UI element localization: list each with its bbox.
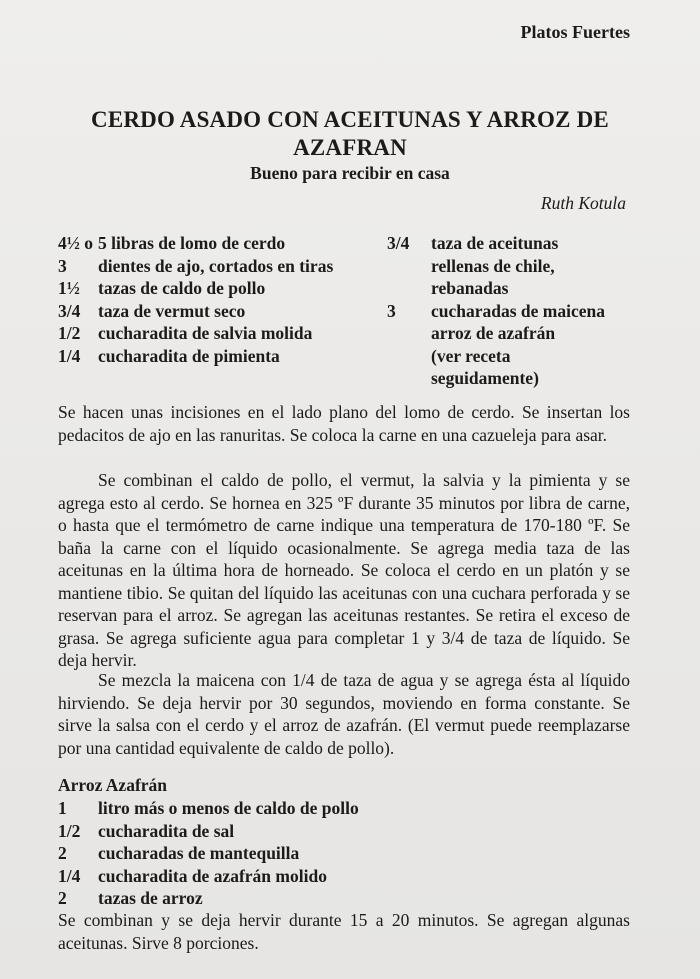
ingredient-qty: 1/2 [58,820,81,841]
ingredient-text-continued: (ver receta [431,345,511,366]
ingredient-item [58,345,388,368]
ingredient-item [387,232,627,255]
section-header: Platos Fuertes [520,22,630,42]
subrecipe-title: Arroz Azafrán [58,775,168,795]
ingredient-qty: 4½ o [58,233,93,253]
ingredient-item [58,887,558,910]
ingredient-item [58,797,558,820]
instruction-paragraph: Se combinan el caldo de pollo, el vermut, la salvia y la pimienta y se agrega esto al cerdo. Se hornea en 325 ºF durante 35 minutos por libra de carne, o hasta que el termómetro de carne indique una temperatura de 170-180 ºF. Se baña la carne con el líquido ocasionalmente. Se agrega media taza de las aceitunas en la última hora de horneado. Se coloca el cerdo en un platón y se mantiene tibio. Se quitan del líquido las aceitunas con una cuchara perforada y se reservan para el arroz. Se agregan las aceitunas restantes. Se retira el exceso de grasa. Se agrega suficiente agua para completar 1 y 3/4 de taza de líquido. Se deja hervir. [58,470,630,670]
ingredient-text-continued: seguidamente) [431,368,539,388]
instruction-paragraph: Se mezcla la maicena con 1/4 de taza de agua y se agrega ésta al líquido hirviendo. Se deja hervir por 30 segundos, moviendo en forma constante. Se sirve la salsa con el cerdo y el arroz de azafrán. (El vermut puede reemplazarse por una cantidad equivalente de caldo de pollo). [58,670,630,758]
recipe-author: Ruth Kotula [540,193,626,213]
ingredient-item [58,277,388,300]
ingredient-list-right [387,232,627,390]
ingredient-qty: 2 [58,843,67,863]
ingredient-text: cucharadita de azafrán molido [98,865,327,886]
instruction-paragraph: Se hacen unas incisiones en el lado plano del lomo de cerdo. Se insertan los pedacitos de ajo en las ranuritas. Se coloca la carne en una cazueleja para asar. [58,402,630,445]
ingredient-text-continued: arroz de azafrán [431,323,556,343]
ingredient-text-continued: rebanadas [431,278,509,298]
ingredient-item [58,255,388,278]
ingredient-item [58,820,558,843]
ingredient-qty: 1/2 [58,323,81,343]
ingredient-qty: 3/4 [387,233,410,253]
ingredient-text: cucharadas de maicena [431,300,606,321]
ingredient-qty: 2 [58,888,67,908]
ingredient-text: tazas de arroz [98,888,203,908]
ingredient-item [58,865,558,888]
ingredient-item [58,322,388,345]
subrecipe-ingredient-list [58,797,558,910]
ingredient-text: cucharadas de mantequilla [98,843,300,863]
ingredient-text: 5 libras de lomo de cerdo [98,233,286,253]
ingredient-text: tazas de caldo de pollo [98,278,266,298]
ingredient-text: taza de vermut seco [98,300,246,321]
ingredient-text: dientes de ajo, cortados en tiras [98,255,334,276]
ingredient-text: cucharadita de pimienta [98,345,280,366]
ingredient-qty: 3 [58,255,67,276]
subrecipe-instructions: Se combinan y se deja hervir durante 15 a 20 minutos. Se agregan algunas aceitunas. Sirve 8 porciones. [58,910,630,953]
recipe-title: CERDO ASADO CON ACEITUNAS Y ARROZ DE AZAFRAN [91,107,609,160]
ingredient-item [387,300,627,323]
ingredient-text: cucharadita de sal [98,820,235,841]
ingredient-item [58,300,388,323]
ingredient-text: cucharadita de salvia molida [98,323,313,343]
ingredient-qty: 3 [387,300,396,321]
ingredient-qty: 3/4 [58,300,81,321]
ingredient-text: taza de aceitunas [431,233,559,253]
ingredient-qty: 1½ [58,278,80,298]
ingredient-text-continued: rellenas de chile, [431,255,555,276]
ingredient-qty: 1 [58,798,67,818]
ingredient-qty: 1/4 [58,865,81,886]
ingredient-list-left [58,232,388,367]
ingredient-text: litro más o menos de caldo de pollo [98,798,359,818]
recipe-subtitle: Bueno para recibir en casa [250,163,450,183]
ingredient-item [58,232,388,255]
ingredient-qty: 1/4 [58,345,81,366]
ingredient-item [58,842,558,865]
